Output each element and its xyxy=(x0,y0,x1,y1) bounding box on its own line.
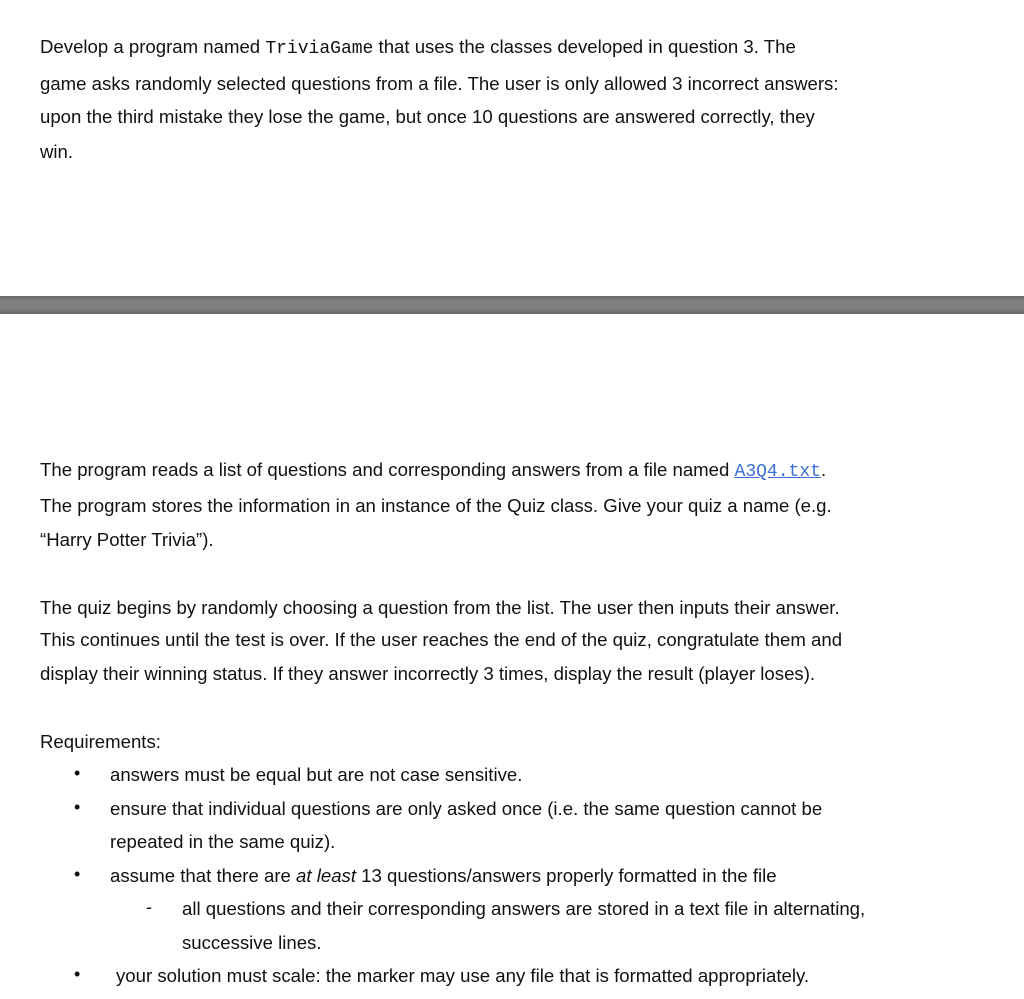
p1-line: “Harry Potter Trivia”). xyxy=(40,529,214,550)
sub-requirement-item: all questions and their corresponding answers are stored in a text file in alternating, xyxy=(182,898,866,919)
q1-line xyxy=(40,35,796,61)
p2-line: The quiz begins by randomly choosing a question from the list. The user then inputs their answer. xyxy=(40,597,840,618)
requirement-item xyxy=(110,864,777,888)
bullet-icon: • xyxy=(74,964,81,984)
text: assume that there are xyxy=(110,865,297,886)
requirements-heading: Requirements: xyxy=(40,731,161,752)
q1-line: upon the third mistake they lose the game, but once 10 questions are answered correctly, they xyxy=(40,106,815,127)
q1-line: game asks randomly selected questions from a file. The user is only allowed 3 incorrect answers: xyxy=(40,73,839,94)
emphasis: at least xyxy=(296,865,356,886)
p1-line xyxy=(40,458,826,484)
requirement-item: repeated in the same quiz). xyxy=(110,831,336,852)
requirement-item: your solution must scale: the marker may use any file that is formatted appropriately. xyxy=(116,965,810,986)
requirement-item: ensure that individual questions are only asked once (i.e. the same question cannot be xyxy=(110,798,823,819)
q1-line: win. xyxy=(40,141,74,162)
section-divider xyxy=(0,296,1024,314)
p2-line: display their winning status. If they answer incorrectly 3 times, display the result (player loses). xyxy=(40,663,816,684)
p1-line: The program stores the information in an instance of the Quiz class. Give your quiz a name (e.g. xyxy=(40,495,832,516)
text: that uses the classes developed in question 3. The xyxy=(373,36,796,57)
bullet-icon: • xyxy=(74,797,81,817)
requirement-item: answers must be equal but are not case sensitive. xyxy=(110,764,523,785)
sub-requirement-item: successive lines. xyxy=(182,932,322,953)
dash-icon: - xyxy=(146,897,152,917)
text: The program reads a list of questions and corresponding answers from a file named xyxy=(40,459,735,480)
bullet-icon: • xyxy=(74,864,81,884)
text: 13 questions/answers properly formatted in the file xyxy=(356,865,777,886)
p2-line: This continues until the test is over. If the user reaches the end of the quiz, congratulate them and xyxy=(40,629,843,650)
bullet-icon: • xyxy=(74,763,81,783)
text: Develop a program named xyxy=(40,36,266,57)
code-class-name: TriviaGame xyxy=(265,39,374,59)
file-link[interactable]: A3Q4.txt xyxy=(734,462,821,482)
text: . xyxy=(820,459,827,480)
